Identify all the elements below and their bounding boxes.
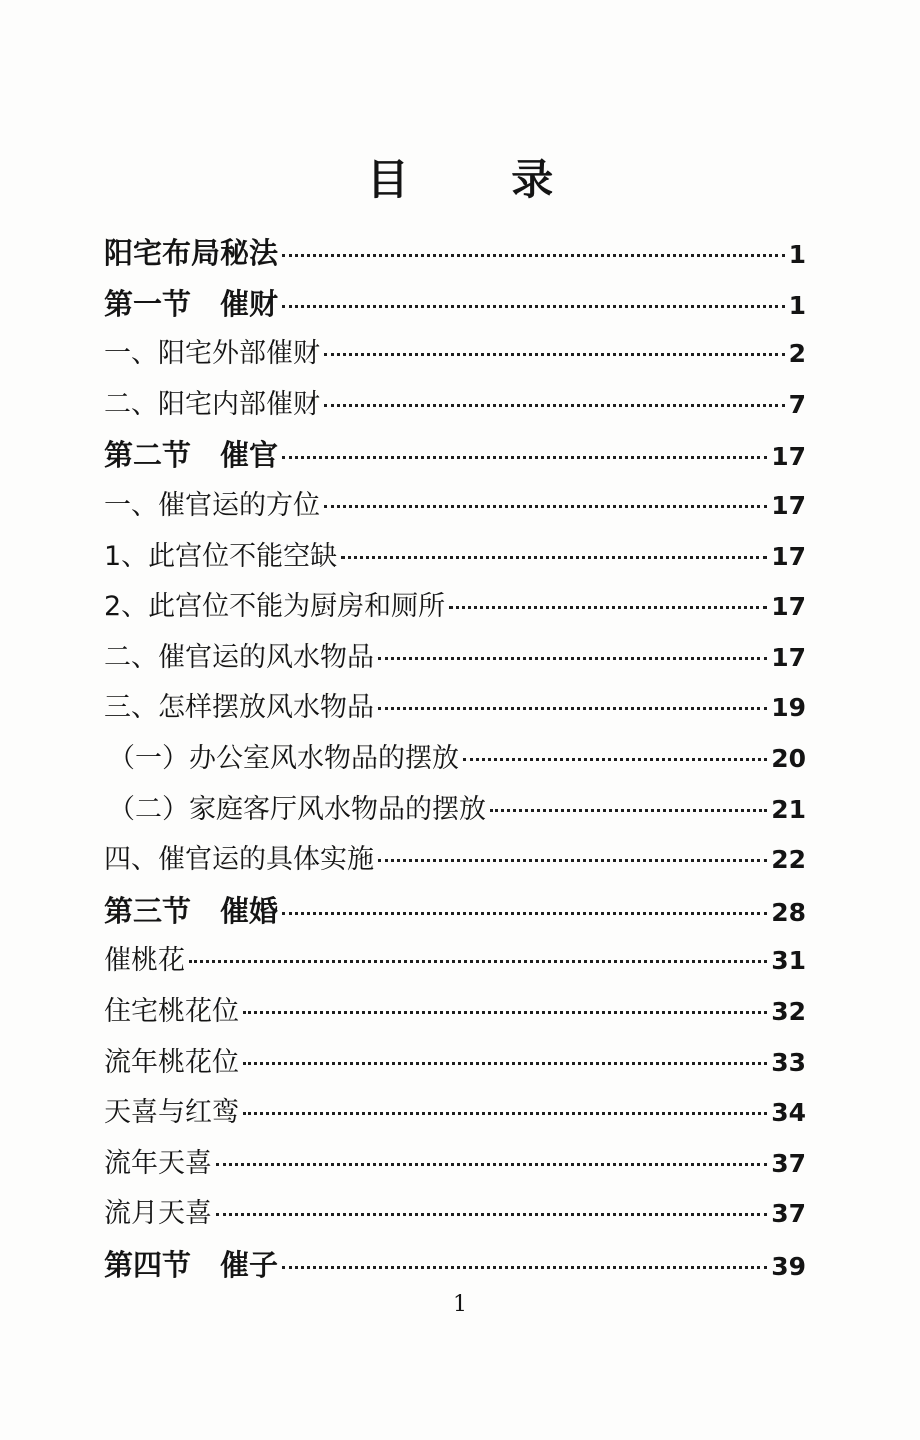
dot-leader [282,456,767,459]
dot-leader [216,1163,767,1166]
toc-entry-label: 第四节 催子 [104,1247,279,1282]
page-title: 目 录 [366,155,598,204]
toc-entry [104,1139,806,1190]
toc-entry-page: 19 [771,693,806,723]
toc-entry-page: 22 [771,845,806,875]
toc-entry [104,633,806,684]
toc-entry-page: 20 [771,743,806,773]
toc-entry [104,886,806,937]
toc-entry-page: 31 [771,946,806,976]
toc-entry [104,380,806,431]
toc-entry [104,1038,806,1089]
toc-entry [104,1240,806,1291]
toc-entry-label: 二、阳宅内部催财 [104,388,320,420]
dot-leader [282,912,767,915]
dot-leader [378,707,767,710]
dot-leader [243,1062,767,1065]
toc-entry-page: 37 [771,1199,806,1229]
toc-entry-page: 1 [788,290,806,320]
toc-entry-label: 天喜与红鸾 [104,1097,239,1129]
toc-entry [104,1088,806,1139]
dot-leader [324,404,785,407]
toc-entry-page: 17 [771,642,806,672]
toc-entry-label: 一、阳宅外部催财 [104,338,320,370]
toc-entry [104,987,806,1038]
toc-entry-label: 第一节 催财 [104,286,279,321]
toc-entry-label: 催桃花 [104,945,185,977]
toc-entry-page: 32 [771,996,806,1026]
toc-entry [104,582,806,633]
toc-entry-label: 三、怎样摆放风水物品 [104,692,374,724]
table-of-contents [104,228,806,1290]
toc-entry [104,279,806,330]
toc-entry-label: 第三节 催婚 [104,893,279,928]
toc-entry [104,683,806,734]
toc-entry-label: 一、催官运的方位 [104,489,320,521]
toc-entry-page: 17 [771,442,806,472]
dot-leader [449,606,767,609]
toc-entry [104,228,806,279]
toc-entry-label: 第二节 催官 [104,438,279,473]
toc-entry-page: 39 [771,1251,806,1281]
toc-entry-page: 17 [771,592,806,622]
dot-leader [490,809,767,812]
toc-entry-label: 阳宅布局秘法 [104,236,279,270]
toc-entry-page: 28 [771,897,806,927]
dot-leader [282,1266,767,1269]
toc-entry-label: 住宅桃花位 [104,995,239,1027]
dot-leader [324,505,767,508]
dot-leader [378,657,767,660]
page-number: 1 [453,1292,467,1317]
toc-entry-label: （一）办公室风水物品的摆放 [108,742,459,774]
toc-entry-page: 2 [788,339,806,369]
toc-entry-label: 四、催官运的具体实施 [104,844,374,876]
toc-entry-label: 流月天喜 [104,1198,212,1230]
dot-leader [216,1213,767,1216]
dot-leader [324,353,785,356]
dot-leader [282,254,785,257]
toc-entry-label: （二）家庭客厅风水物品的摆放 [108,793,486,825]
dot-leader [282,305,785,308]
toc-entry-page: 21 [771,794,806,824]
toc-entry [104,329,806,380]
dot-leader [243,1112,767,1115]
dot-leader [243,1011,767,1014]
toc-entry-page: 1 [788,240,806,269]
dot-leader [378,859,767,862]
toc-entry [104,785,806,836]
toc-entry [104,936,806,987]
toc-entry-label: 二、催官运的风水物品 [104,641,374,673]
toc-entry-page: 17 [771,541,806,571]
toc-entry-page: 17 [771,490,806,520]
toc-entry-label: 1、此宫位不能空缺 [104,540,338,572]
dot-leader [341,556,767,559]
dot-leader [189,960,767,963]
toc-entry-label: 2、此宫位不能为厨房和厕所 [104,591,446,623]
toc-entry [104,1189,806,1240]
toc-entry [104,430,806,481]
toc-entry-label: 流年桃花位 [104,1046,239,1078]
toc-entry [104,481,806,532]
toc-entry [104,734,806,785]
toc-entry-page: 37 [771,1148,806,1178]
dot-leader [463,758,767,761]
toc-entry-page: 33 [771,1047,806,1077]
toc-entry-page: 34 [771,1098,806,1128]
toc-entry [104,835,806,886]
toc-entry-label: 流年天喜 [104,1147,212,1179]
toc-entry-page: 7 [788,389,806,419]
toc-entry [104,532,806,583]
